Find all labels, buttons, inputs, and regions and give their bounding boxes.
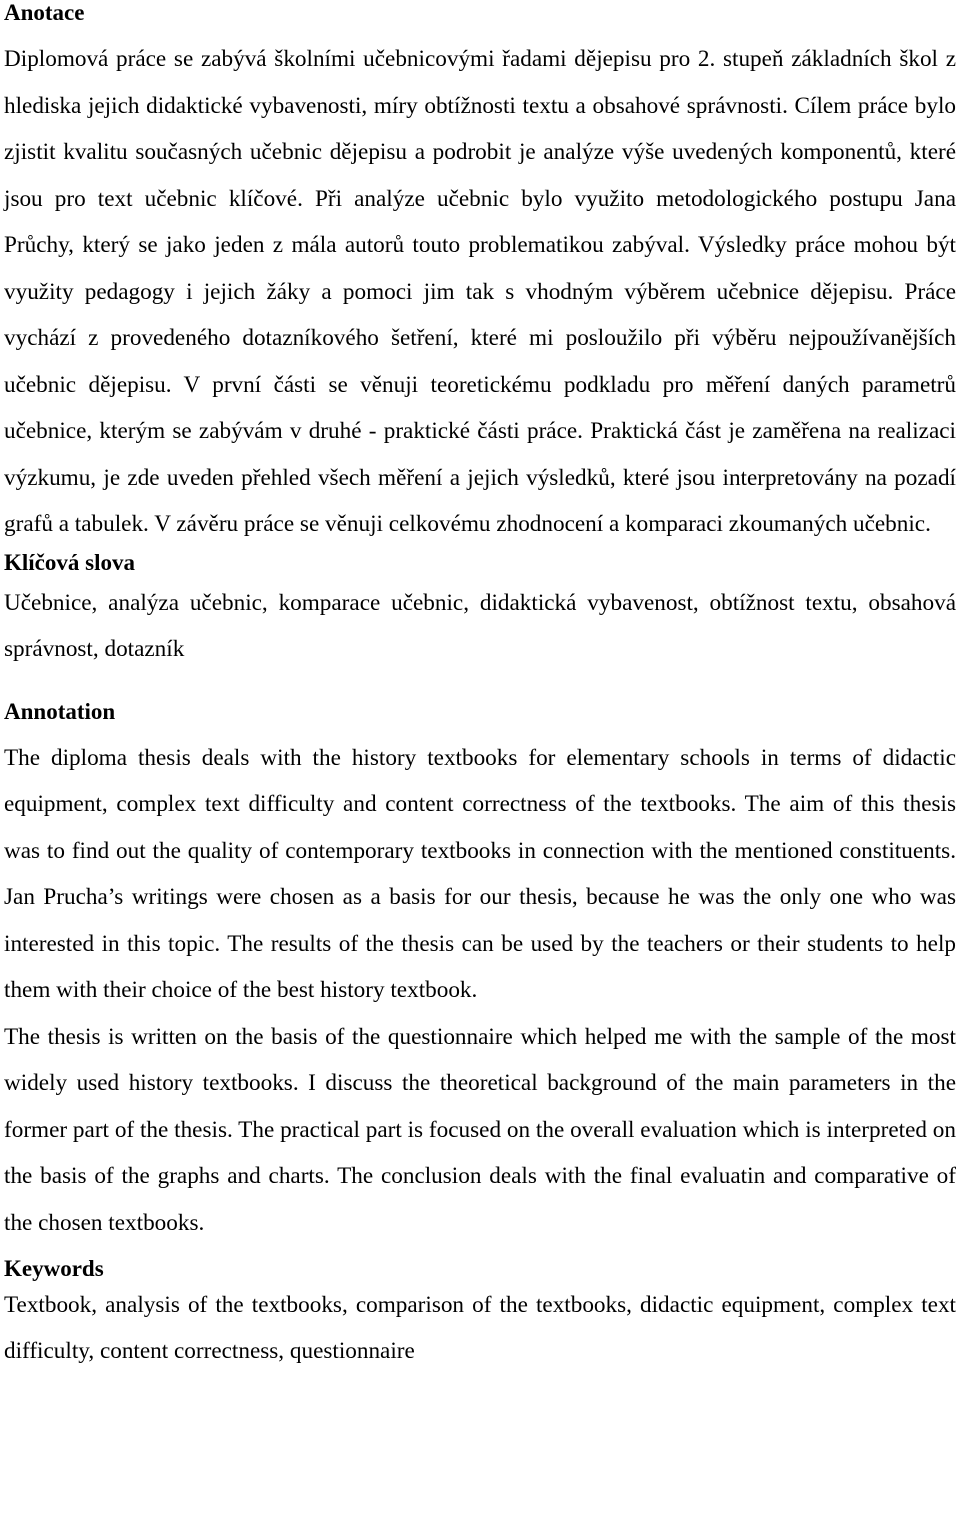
anotace-heading: Anotace bbox=[4, 0, 85, 25]
anotace-paragraph: Diplomová práce se zabývá školními učebnicovými řadami dějepisu pro 2. stupeň základních škol z hlediska jejich didaktické vybavenosti, míry obtížnosti textu a obsahové správnosti. Cílem práce bylo zjistit kvalitu současných učebnic dějepisu a podrobit je analýze výše uvedených komponentů, které jsou pro text učebnic klíčové. Při analýze učebnic bylo využito metodologického postupu Jana Průchy, který se jako jeden z mála autorů touto problematikou zabýval. Výsledky práce mohou být využity pedagogy i jejich žáky a pomoci jim tak s vhodným výběrem učebnice dějepisu. Práce vychází z provedeného dotazníkového šetření, které mi posloužilo při výběru nejpoužívanějších učebnic dějepisu. V první části se věnuji teoretickému podkladu pro měření daných parametrů učebnice, kterým se zabývám v druhé - praktické části práce. Praktická část je zaměřena na realizaci výzkumu, je zde uveden přehled všech měření a jejich výsledků, které jsou interpretovány na pozadí grafů a tabulek. V závěru práce se věnuji celkovému zhodnocení a komparaci zkoumaných učebnic. bbox=[4, 46, 956, 537]
klicova-slova-text: Učebnice, analýza učebnic, komparace učebnic, didaktická vybavenost, obtížnost textu, obsahová správnost, dotazník bbox=[4, 589, 956, 662]
annotation-paragraph-2: The thesis is written on the basis of the questionnaire which helped me with the sample of the most widely used history textbooks. I discuss the theoretical background of the main parameters in the former part of the thesis. The practical part is focused on the overall evaluation which is interpreted on the basis of the graphs and charts. The conclusion deals with the final evaluatin and comparative of the chosen textbooks. bbox=[4, 1023, 956, 1236]
annotation-heading: Annotation bbox=[4, 698, 116, 724]
keywords-heading: Keywords bbox=[4, 1256, 104, 1281]
annotation-paragraph-1: The diploma thesis deals with the history textbooks for elementary schools in terms of didactic equipment, complex text difficulty and content correctness of the textbooks. The aim of this thesis was to find out the quality of contemporary textbooks in connection with the mentioned constituents. Jan Prucha’s writings were chosen as a basis for our thesis, because he was the only one who was interested in this topic. The results of the thesis can be used by the teachers or their students to help them with their choice of the best history textbook. bbox=[4, 744, 956, 1003]
klicova-slova-heading: Klíčová slova bbox=[4, 549, 135, 575]
keywords-text: Textbook, analysis of the textbooks, comparison of the textbooks, didactic equipment, complex text difficulty, content correctness, questionnaire bbox=[4, 1292, 956, 1364]
